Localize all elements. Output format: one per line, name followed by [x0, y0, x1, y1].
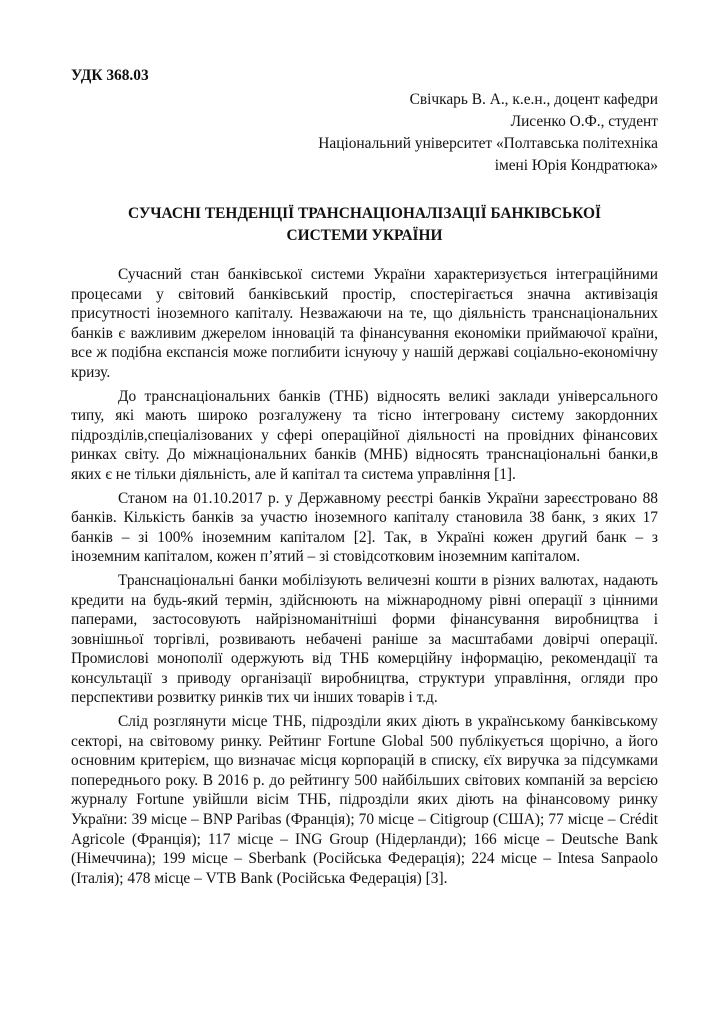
paragraph-5: Слід розглянути місце ТНБ, підрозділи яких діють в українському банківському секторі, на світовому ринку. Рейтинг Fortune Global 500 публікується щорічно, а його основним критерієм, що визначає місця корпорацій в списку, єїх виручка за підсумками попереднього року. В 2016 р. до рейтингу 500 найбільших світових компаній за версією журналу Fortune увійшли вісім ТНБ, підрозділи яких діють на фінансовому ринку України: 39 місце – BNP Paribas (Франція); 70 місце – Citigroup (США); 77 місце – Crédit Agricole (Франція); 117 місце – ING Group (Нідерланди); 166 місце – Deutsche Bank (Німеччина); 199 місце – Sberbank (Російська Федерація); 224 місце – Intesa Sanpaolo (Італія); 478 місце – VTB Bank (Російська Федерація) [3].: [71, 713, 658, 887]
author-line-2: Лисенко О.Ф., студент: [510, 113, 658, 130]
paragraph-4: Транснаціональні банки мобілізують величезні кошти в різних валютах, надають кредити на будь-який термін, здійснюють на міжнародному рівні операції з цінними паперами, застосовують найрізноманітніші форми фінансування виробництва і зовнішньої торгівлі, розвивають небачені раніше за масштабами довірчі операції. Промислові монополії одержують від ТНБ комерційну інформацію, рекомендації та консультації з приводу організації виробництва, структури управління, огляди про перспективи розвитку ринків тих чи інших товарів і т.д.: [71, 571, 658, 707]
document-page: [71, 66, 658, 888]
udk-code: УДК 368.03: [71, 67, 149, 84]
paper-title: [71, 203, 658, 247]
title-line-2: СИСТЕМИ УКРАЇНИ: [286, 227, 443, 244]
affiliation-line-1: Національний університет «Полтавська політехніка: [318, 135, 658, 152]
paragraph-1: Сучасний стан банківської системи України характеризується інтеграційними процесами у світовий банківський простір, спостерігається значна активізація присутності іноземного капіталу. Незважаючи на те, що діяльність транснаціональних банків є важливим джерелом інновацій та фінансування економіки приймаючої країни, все ж подібна експансія може поглибити існуючу у нашій державі соціально-економічну кризу.: [71, 266, 658, 381]
affiliation-line-2: імені Юрія Кондратюка»: [494, 157, 658, 174]
author-line-1: Свічкарь В. А., к.е.н., доцент кафедри: [409, 91, 658, 108]
paragraph-3: Станом на 01.10.2017 р. у Державному реєстрі банків України зареєстровано 88 банків. Кількість банків за участю іноземного капіталу становила 38 банк, з яких 17 банків – зі 100% іноземним капіталом [2]. Так, в Україні кожен другий банк – з іноземним капіталом, кожен п’ятий – зі стовідсотковим іноземним капіталом.: [71, 489, 658, 566]
paragraph-2: До транснаціональних банків (ТНБ) відносять великі заклади універсального типу, які мають широко розгалужену та тісно інтегровану систему закордонних підрозділів,спеціалізованих у сфері операційної діяльності на провідних фінансових ринках світу. До міжнаціональних банків (МНБ) відносять транснаціональні банки,в яких є не тільки діяльність, але й капітал та система управління [1].: [71, 387, 658, 483]
title-line-1: СУЧАСНІ ТЕНДЕНЦІЇ ТРАНСНАЦІОНАЛІЗАЦІЇ БАНКІВСЬКОЇ: [128, 205, 601, 222]
paper-body: [71, 265, 658, 888]
author-block: [71, 89, 658, 177]
